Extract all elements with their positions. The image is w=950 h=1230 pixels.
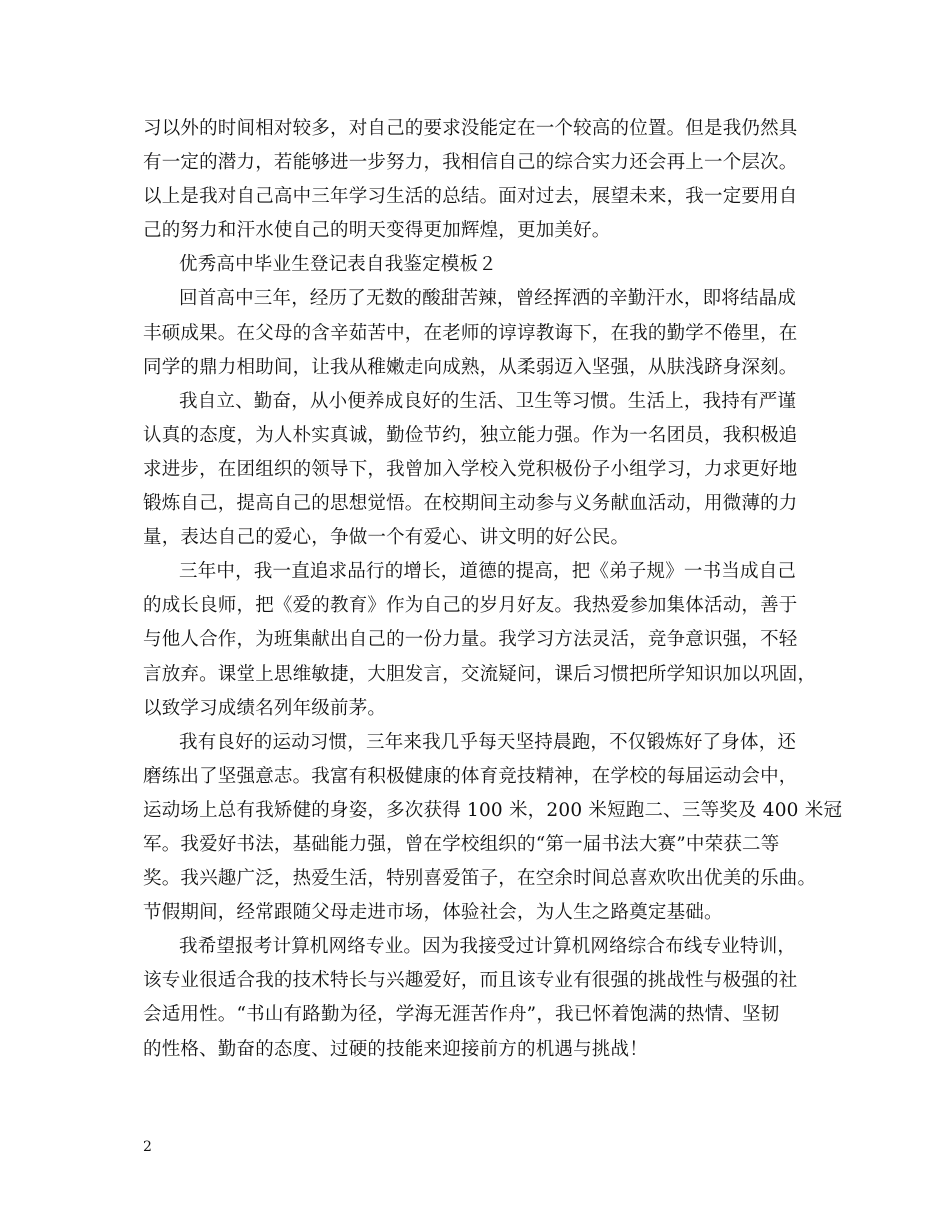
text-line: 军。我爱好书法，基础能力强，曾在学校组织的“第一届书法大赛”中荣获二等 xyxy=(143,833,780,855)
text-line: 我自立、勤奋，从小便养成良好的生活、卫生等习惯。生活上，我持有严谨 xyxy=(179,390,797,412)
text-line: 有一定的潜力，若能够进一步努力，我相信自己的综合实力还会再上一个层次。 xyxy=(143,152,798,174)
text-line: 丰硕成果。在父母的含辛茹苦中，在老师的谆谆教诲下，在我的勤学不倦里，在 xyxy=(143,322,798,344)
text-line: 求进步，在团组织的领导下，我曾加入学校入党积极份子小组学习，力求更好地 xyxy=(143,458,798,480)
text-line: 的性格、勤奋的态度、过硬的技能来迎接前方的机遇与挑战！ xyxy=(143,1038,648,1060)
text-line: 的成长良师，把《爱的教育》作为自己的岁月好友。我热爱参加集体活动，善于 xyxy=(143,595,798,617)
text-line: 磨练出了坚强意志。我富有积极健康的体育竞技精神，在学校的每届运动会中， xyxy=(143,765,798,787)
text-line: 我有良好的运动习惯，三年来我几乎每天坚持晨跑，不仅锻炼好了身体，还 xyxy=(179,731,797,753)
page-number: 2 xyxy=(143,1139,152,1155)
text-line: 运动场上总有我矫健的身姿，多次获得 100 米，200 米短跑二、三等奖及 400 米冠 xyxy=(143,799,843,821)
text-line: 节假期间，经常跟随父母走进市场，体验社会，为人生之路奠定基础。 xyxy=(143,902,723,924)
text-line: 回首高中三年，经历了无数的酸甜苦辣，曾经挥洒的辛勤汗水，即将结晶成 xyxy=(179,288,797,310)
text-line: 我希望报考计算机网络专业。因为我接受过计算机网络综合布线专业特训， xyxy=(179,936,797,958)
text-line: 会适用性。“书山有路勤为径，学海无涯苦作舟”，我已怀着饱满的热情、坚韧 xyxy=(143,1004,780,1026)
text-line: 量，表达自己的爱心，争做一个有爱心、讲文明的好公民。 xyxy=(143,527,630,549)
text-line: 与他人合作，为班集献出自己的一份力量。我学习方法灵活，竞争意识强，不轻 xyxy=(143,629,798,651)
section-heading: 优秀高中毕业生登记表自我鉴定模板２ xyxy=(179,254,497,276)
text-line: 己的努力和汗水使自己的明天变得更加辉煌，更加美好。 xyxy=(143,220,611,242)
text-line: 奖。我兴趣广泛，热爱生活，特别喜爱笛子，在空余时间总喜欢吹出优美的乐曲。 xyxy=(143,868,817,890)
text-line: 认真的态度，为人朴实真诚，勤俭节约，独立能力强。作为一名团员，我积极追 xyxy=(143,424,798,446)
text-line: 习以外的时间相对较多，对自己的要求没能定在一个较高的位置。但是我仍然具 xyxy=(143,118,798,139)
text-line: 以上是我对自己高中三年学习生活的总结。面对过去，展望未来，我一定要用自 xyxy=(143,186,798,208)
text-line: 同学的鼎力相助间，让我从稚嫩走向成熟，从柔弱迈入坚强，从肤浅跻身深刻。 xyxy=(143,356,798,378)
text-line: 该专业很适合我的技术特长与兴趣爱好，而且该专业有很强的挑战性与极强的社 xyxy=(143,970,798,992)
text-line: 锻炼自己，提高自己的思想觉悟。在校期间主动参与义务献血活动，用微薄的力 xyxy=(143,493,798,515)
document-body xyxy=(143,112,843,1067)
text-line: 言放弃。课堂上思维敏捷，大胆发言，交流疑问，课后习惯把所学知识加以巩固， xyxy=(143,663,817,685)
text-line: 以致学习成绩名列年级前茅。 xyxy=(143,697,387,719)
text-line: 三年中，我一直追求品行的增长，道德的提高，把《弟子规》一书当成自己 xyxy=(179,561,797,583)
